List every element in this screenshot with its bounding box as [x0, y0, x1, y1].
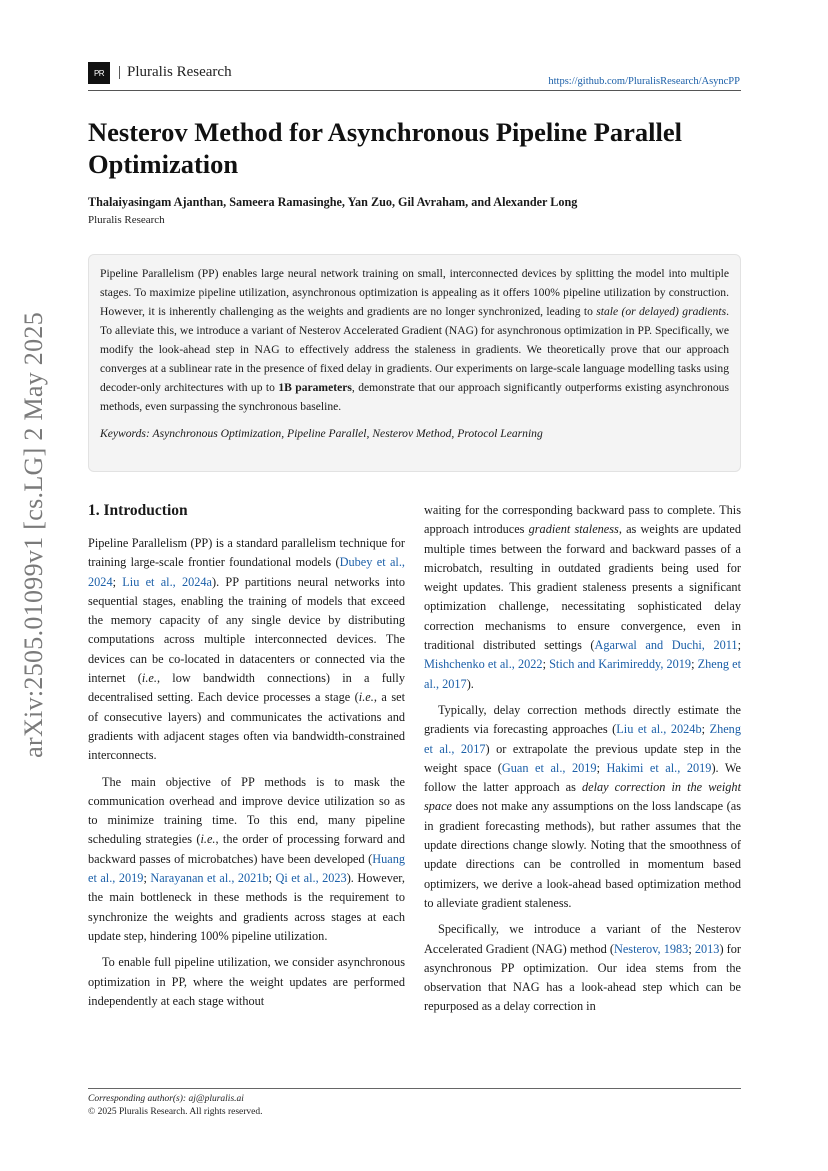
citation-link[interactable]: Hakimi et al., 2019 [606, 760, 712, 775]
left-column [88, 500, 405, 1011]
citation-link[interactable]: Liu et al., 2024b [616, 722, 702, 737]
citation-link[interactable]: Huang et al., 2019 [88, 851, 405, 886]
paragraph-2: The main objective of PP methods is to mask the communication overhead and improve device utilization so as to minimize training time. To this end, many pipeline scheduling strategies (i.e., the order of processing forward and backward passes of microbatches) have been developed (Huang et al., 2019; Narayanan et al., 2021b; Qi et al., 2023). However, the main bottleneck in these methods is the requirement to synchronize the weights and gradients across stages at each update step, hindering 100% pipeline utilization. [88, 774, 405, 943]
citation-link[interactable]: Stich and Karimireddy, 2019 [549, 657, 692, 672]
abstract-emphasis: stale (or delayed) gradients [596, 305, 727, 318]
org-name: Pluralis Research [127, 64, 232, 80]
paragraph-3: To enable full pipeline utilization, we consider asynchronous optimization in PP, where the weight updates are performed independently at each stage without [88, 955, 405, 1008]
citation-link[interactable]: Nesterov, 1983 [613, 941, 689, 956]
citation-link[interactable]: Zheng et al., 2017 [424, 722, 741, 756]
org-header [118, 64, 232, 81]
citation-link[interactable]: Qi et al., 2023 [275, 871, 347, 886]
repo-link[interactable]: https://github.com/PluralisResearch/AsyncPP [548, 76, 740, 87]
abstract-bold: 1B parameters [278, 381, 352, 394]
corresponding-author: Corresponding author(s): aj@pluralis.ai [88, 1094, 244, 1104]
abstract-text: Pipeline Parallelism (PP) enables large neural network training on small, interconnected devices by splitting the model into multiple stages. To maximize pipeline utilization, asynchronous optimization is appealing as it offers 100% pipeline utilization by construction. However, it is inherently challenging as the weights and gradients are no longer synchronized, leading to stale (or delayed) gradients. To alleviate this, we introduce a variant of Nesterov Accelerated Gradient (NAG) for asynchronous optimization in PP. Specifically, we modify the look-ahead step in NAG to effectively address the staleness in gradients. We theoretically prove that our approach converges at a sublinear rate in the presence of fixed delay in gradients. Our experiments on large-scale language modelling tasks using decoder-only architectures with up to 1B parameters, demonstrate that our approach significantly outperforms existing asynchronous methods, even surpassing the synchronous baseline. [100, 267, 729, 413]
citation-link[interactable]: Guan et al., 2019 [501, 760, 597, 775]
citation-link[interactable]: 2013 [694, 941, 720, 956]
pluralis-logo [88, 62, 110, 84]
header-separator: | [118, 64, 122, 80]
citation-link[interactable]: Agarwal and Duchi, 2011 [594, 638, 738, 653]
abstract-box [88, 254, 741, 472]
author-list: Thalaiyasingam Ajanthan, Sameera Ramasinghe, Yan Zuo, Gil Avraham, and Alexander Long [88, 195, 578, 209]
paragraph-1: Pipeline Parallelism (PP) is a standard parallelism technique for training large-scale frontier foundational models (Dubey et al., 2024; Liu et al., 2024a). PP partitions neural networks into sequential stages, enabling the training of models that exceed the memory capacity of any single device by distributing computations across multiple interconnected devices. The devices can be co-located in datacenters or connected via the internet (i.e., low bandwidth connections) in a fully decentralised setting. Each device processes a stage (i.e., a set of consecutive layers) and communicates the activations and gradients with adjacent stages often via bandwidth-constrained interconnects. [88, 536, 406, 763]
paragraph-6: Specifically, we introduce a variant of the Nesterov Accelerated Gradient (NAG) method (Nesterov, 1983; 2013) for asynchronous PP optimization. Our idea stems from the observation that NAG has a look-ahead step which can be repurposed as a delay correction in [424, 922, 741, 1014]
paragraph-4: waiting for the corresponding backward pass to complete. This approach introduces gradient staleness, as weights are updated multiple times between the forward and backward passes of a microbatch, resulting in outdated gradients being used for weight updates. This gradient staleness presents a significant optimization challenge, necessitating sophisticated delay correction mechanisms to ensure convergence, even in traditional distributed settings (Agarwal and Duchi, 2011; Mishchenko et al., 2022; Stich and Karimireddy, 2019; Zheng et al., 2017). [424, 503, 741, 691]
citation-link[interactable]: Mishchenko et al., 2022 [424, 657, 543, 672]
right-column [424, 500, 741, 1017]
keywords: Keywords: Asynchronous Optimization, Pipeline Parallel, Nesterov Method, Protocol Learning [100, 427, 543, 440]
citation-link[interactable]: Liu et al., 2024a [122, 574, 213, 589]
copyright-notice: © 2025 Pluralis Research. All rights reserved. [88, 1107, 263, 1117]
arxiv-stamp: arXiv:2505.01099v1 [cs.LG] 2 May 2025 [19, 312, 48, 758]
citation-link[interactable]: Zheng et al., 2017 [424, 657, 741, 691]
citation-link[interactable]: Dubey et al., 2024 [88, 555, 405, 589]
paper-title: Nesterov Method for Asynchronous Pipeline Parallel Optimization [88, 117, 683, 179]
affiliation: Pluralis Research [88, 214, 165, 226]
header-divider [88, 90, 741, 91]
paragraph-5: Typically, delay correction methods directly estimate the gradients via forecasting approaches (Liu et al., 2024b; Zheng et al., 2017) or extrapolate the previous update step in the weight space (Guan et al., 2019; Hakimi et al., 2019). We follow the latter approach as delay correction in the weight space does not make any assumptions on the loss landscape (as in gradient forecasting methods), but rather assumes that the update directions change slowly. Noting that the smoothness of update directions can be controlled in momentum based optimizers, we derive a look-ahead based optimization method to alleviate gradient staleness. [424, 702, 741, 910]
logo-text: PR [93, 68, 105, 78]
section-heading: 1. Introduction [88, 502, 188, 519]
citation-link[interactable]: Narayanan et al., 2021b [150, 871, 269, 886]
footer-divider [88, 1088, 741, 1089]
